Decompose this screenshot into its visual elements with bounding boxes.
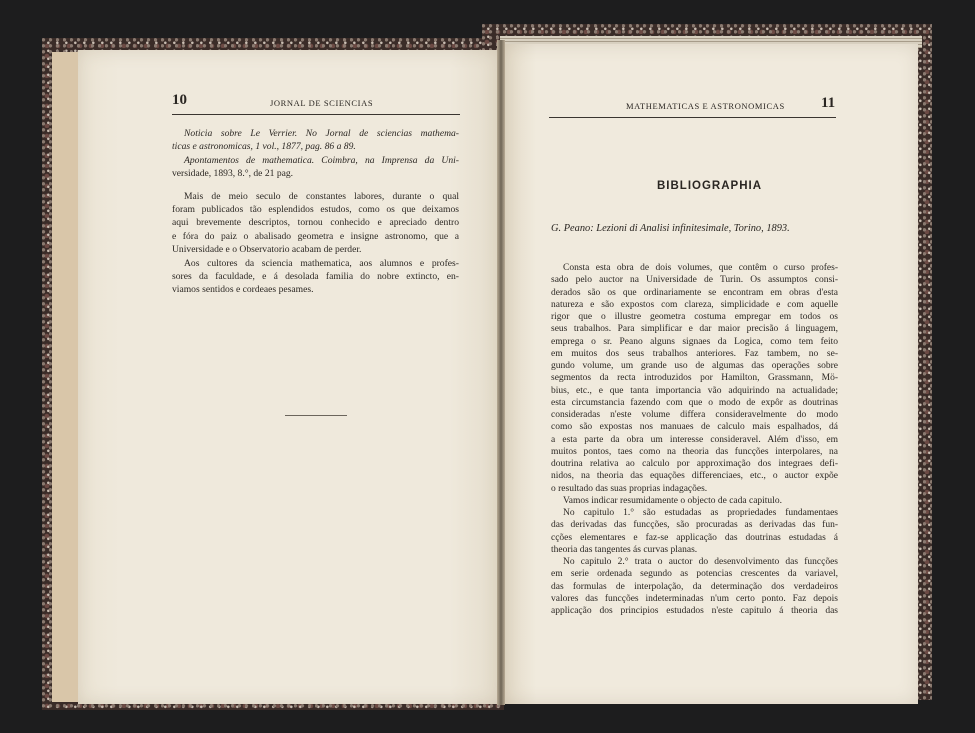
text-line: muitos pontos, taes como na theoria das funcções interpolares, na <box>551 446 838 457</box>
left-page-text <box>172 127 459 297</box>
text-line: emprega o sr. Peano alguns signaes da Logica, como tem feito <box>551 336 838 347</box>
text-line: aqui brevemente descriptos, tornou conhecido e apreciado dentro <box>172 217 459 229</box>
text-line: Consta esta obra de dois volumes, que contêm o curso profes- <box>563 263 838 273</box>
text-line: cções elementares e faz-se applicação das doutrinas estudadas á <box>551 532 838 543</box>
left-page-edge <box>52 52 78 702</box>
text-line: ticas e astronomicas, 1 vol., 1877, pag. 86 a 89. <box>172 141 356 153</box>
text-line: No capitulo 2.° trata o auctor do desenvolvimento das funcções <box>563 557 838 567</box>
text-line: em muitos dos seus trabalhos anteriores. Faz tambem, no se- <box>551 348 838 359</box>
text-line: consideradas n'este volume differa consideravelmente do modo <box>551 410 838 420</box>
text-line: sado pelo auctor na Universidade de Turin. Os assumptos consi- <box>551 275 838 286</box>
text-line: Universidade e o Observatorio acabam de perder. <box>172 244 362 256</box>
text-line: seus trabalhos. Para simplificar e dar maior precisão á linguagem, <box>551 324 838 335</box>
text-line: Mais de meio seculo de constantes labores, durante o qual <box>184 190 459 202</box>
text-line: No capitulo 1.° são estudadas as propriedades fundamentaes <box>563 508 838 518</box>
text-line: das formulas de interpolação, da determinação dos verdadeiros <box>551 581 838 592</box>
text-line: viamos sentidos e cordeaes pesames. <box>172 284 314 296</box>
text-line: natureza e são expostos com clareza, simplicidade e com aquelle <box>551 299 838 310</box>
text-line: Vamos indicar resumidamente o objecto de cada capitulo. <box>563 495 782 506</box>
left-header-rule <box>172 114 460 115</box>
text-line: doutrina relativa ao calculo por approximação dos integraes defi- <box>551 459 838 469</box>
text-line: segmentos da recta introduzidos por Hamilton, Grassmann, Mö- <box>551 373 838 384</box>
right-page-text <box>551 262 838 617</box>
right-page-number: 11 <box>821 95 836 111</box>
text-line: a esta parte da obra um interesse consideravel. Além d'isso, em <box>551 434 838 445</box>
text-line: esta circumstancia fazendo com que o modo de expôr as doutrinas <box>551 397 838 408</box>
right-header-rule <box>549 117 836 118</box>
book-gutter <box>497 40 505 705</box>
text-line: em serie ordenada segundo as potencias crescentes da variavel, <box>551 569 838 580</box>
left-running-head: JORNAL DE SCIENCIAS <box>270 98 374 108</box>
text-line: valores das funcções indeterminadas n'um certo ponto. Faz depois <box>551 593 838 604</box>
text-line: rigor que o illustre geometra costuma empregar em todos os <box>551 312 838 322</box>
text-line: o resultado das suas proprias indagações. <box>551 483 708 494</box>
text-line: como são expostas nos manuaes de calculo mais espalhados, dá <box>551 422 838 433</box>
left-page-number: 10 <box>172 92 187 108</box>
text-line: das derivadas das funcções, são procuradas as derivadas das fun- <box>551 520 838 531</box>
text-line: foram publicados tão esplendidos estudos, como os que deixamos <box>172 204 459 216</box>
text-line: Apontamentos de mathematica. Coimbra, na Imprensa da Uni- <box>184 154 459 166</box>
text-line: sores da faculdade, e á desolada familia do nobre extincto, en- <box>172 271 459 283</box>
right-running-head: MATHEMATICAS E ASTRONOMICAS <box>626 101 785 111</box>
section-title: BIBLIOGRAPHIA <box>657 180 762 192</box>
text-line: versidade, 1893, 8.°, de 21 pag. <box>172 168 294 180</box>
text-line: gundo volume, um grande uso de algumas das operações sobre <box>551 361 838 371</box>
text-line: bius, etc., e que tanta importancia vão adquirindo na actualidade; <box>551 385 838 396</box>
text-line: applicação dos principios estudados n'este capitulo á theoria das <box>551 606 838 616</box>
text-line: derados são os que ordinariamente se encontram em obras d'esta <box>551 287 838 298</box>
text-line: nidos, na theoria das equações differenciaes, etc., o auctor expõe <box>551 471 838 482</box>
review-title: G. Peano: Lezioni di Analisi infinitesimale, Torino, 1893. <box>551 223 790 234</box>
text-line: theoria das tangentes ás curvas planas. <box>551 544 698 555</box>
text-line: Aos cultores da sciencia mathematica, aos alumnos e profes- <box>184 257 459 269</box>
text-line: e fóra do paiz o abalisado geometra e insigne astronomo, que a <box>172 230 459 242</box>
text-line: Noticia sobre Le Verrier. No Jornal de sciencias mathema- <box>184 128 459 139</box>
closing-ornament-rule <box>285 415 347 416</box>
